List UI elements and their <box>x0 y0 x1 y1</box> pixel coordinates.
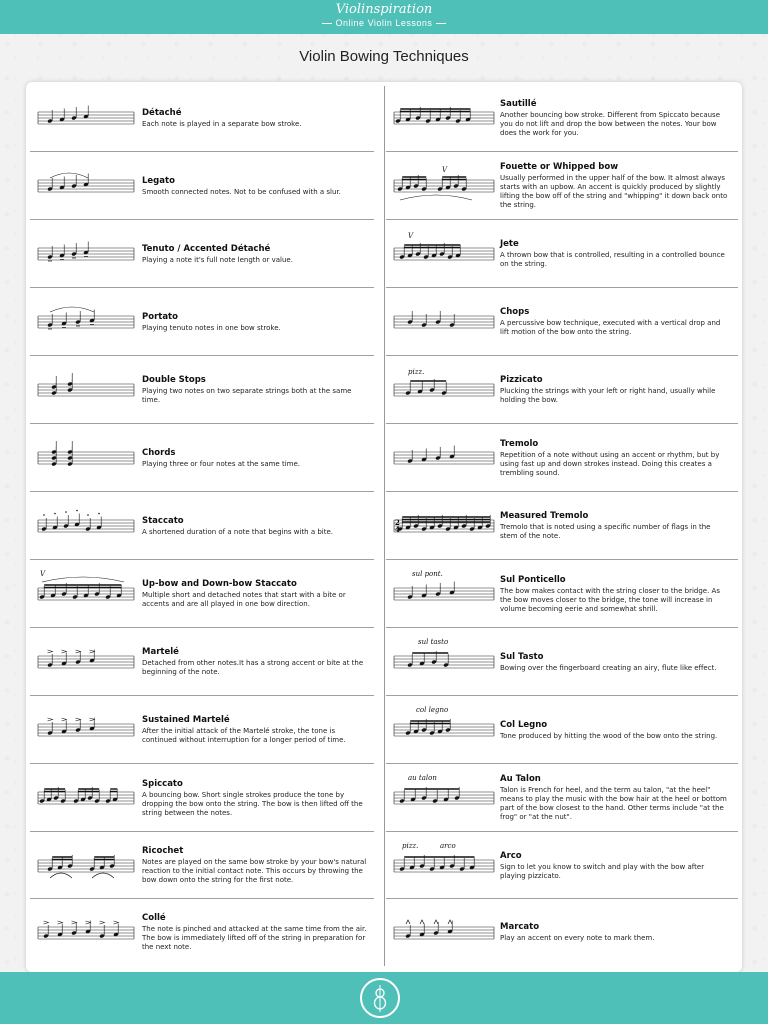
technique-description: Tremolo that is noted using a specific number of flags in the stem of the note. <box>500 523 711 540</box>
technique-description: A percussive bow technique, executed with a vertical drop and lift motion of the bow onto the string. <box>500 319 721 336</box>
violin-logo-icon[interactable] <box>360 978 400 1018</box>
music-notation-icon <box>36 636 136 692</box>
technique-description: The bow makes contact with the string closer to the bridge. As the bow moves closer to the bridge, the tone will increase in volume becoming eerie and somewhat shrill. <box>500 586 720 613</box>
technique-text <box>500 162 728 210</box>
technique-description: A thrown bow that is controlled, resulting in a controlled bounce on the string. <box>500 251 725 268</box>
technique-name: Chords <box>142 447 176 458</box>
technique-description: The note is pinched and attacked at the same time from the air. The bow is immediately lifted off of the string in preparation for the next note. <box>142 925 367 951</box>
music-notation-icon <box>392 772 496 828</box>
technique-description: Multiple short and detached notes that start with a bite or accents and are all played in one bow direction. <box>142 591 346 608</box>
notation-label: au talon <box>408 774 437 782</box>
technique-text <box>500 239 728 269</box>
notation-label: V <box>40 570 46 578</box>
notation-label: col legno <box>416 706 449 714</box>
technique-row <box>30 764 374 832</box>
technique-name: Portato <box>142 311 178 322</box>
technique-text <box>142 516 370 537</box>
technique-text <box>142 715 370 745</box>
technique-text <box>142 176 370 197</box>
technique-description: Playing a note it's full note length or value. <box>142 255 293 264</box>
technique-name: Martelé <box>142 647 179 657</box>
technique-row <box>30 628 374 696</box>
technique-name: Double Stops <box>142 375 206 385</box>
technique-row <box>30 696 374 764</box>
technique-text <box>142 913 370 952</box>
technique-row <box>386 492 738 560</box>
technique-text <box>500 439 728 478</box>
technique-row <box>386 424 738 492</box>
technique-row <box>386 628 738 696</box>
technique-description: Playing two notes on two separate strings both at the same time. <box>142 387 352 404</box>
technique-text <box>142 647 370 677</box>
technique-description: Playing tenuto notes in one bow stroke. <box>142 323 281 332</box>
technique-description: Tone produced by hitting the wood of the bow onto the string. <box>500 731 718 740</box>
technique-row <box>30 356 374 424</box>
technique-text <box>500 307 728 337</box>
music-notation-icon <box>36 772 136 828</box>
technique-text <box>142 779 370 818</box>
technique-description: Bowing over the fingerboard creating an airy, flute like effect. <box>500 663 717 672</box>
technique-row <box>30 899 374 966</box>
technique-description: Repetition of a note without using an accent or rhythm, but by using fast up and down strokes instead. Doing this creates a trembling sound. <box>500 450 720 477</box>
brand-logo[interactable]: Violinspiration <box>335 2 433 17</box>
technique-name: Spiccato <box>142 778 183 789</box>
music-notation-icon <box>36 500 136 556</box>
technique-description: Notes are played on the same bow stroke by your bow's natural reaction to the initial contact note. This occurs by throwing the bow down onto the string for the first note. <box>142 858 367 884</box>
technique-description: Talon is French for heel, and the term au talon, "at the heel" means to play the music with the bow hair at the heel or bottom part of the bow closest to the hand. Other terms include "at the frog" or "at the nut". <box>500 786 727 821</box>
technique-text <box>500 851 728 881</box>
technique-text <box>500 922 728 943</box>
technique-text <box>142 244 370 265</box>
music-notation-icon <box>392 160 496 216</box>
brand-subtitle: Online Violin Lessons <box>0 17 768 29</box>
technique-row <box>386 764 738 832</box>
technique-row <box>386 220 738 288</box>
technique-description: A bouncing bow. Short single strokes produce the tone by dropping the bow onto the string. The bow is then lifted off the string between the notes. <box>142 790 363 817</box>
technique-name: Collé <box>142 913 166 923</box>
technique-row <box>386 560 738 628</box>
technique-description: Playing three or four notes at the same time. <box>142 459 301 468</box>
technique-row <box>386 832 738 899</box>
technique-text <box>500 774 728 822</box>
technique-row <box>30 832 374 899</box>
technique-name: Legato <box>142 175 175 186</box>
music-notation-icon <box>392 704 496 760</box>
technique-row <box>386 152 738 220</box>
technique-name: Jete <box>500 239 519 249</box>
technique-row <box>30 84 374 152</box>
notation-label: pizz. <box>408 368 425 376</box>
notation-label: pizz. <box>402 841 419 850</box>
technique-name: Détaché <box>142 107 182 118</box>
music-notation-icon <box>392 364 496 420</box>
technique-description: After the initial attack of the Martelé stroke, the tone is continued without interruption for a longer period of time. <box>142 727 346 744</box>
technique-name: Fouette or Whipped bow <box>500 162 619 172</box>
notation-label: arco <box>440 841 456 850</box>
technique-row <box>386 288 738 356</box>
technique-text <box>500 720 728 741</box>
technique-description: Smooth connected notes. Not to be confused with a slur. <box>142 187 341 196</box>
technique-description: Usually performed in the upper half of the bow. It almost always starts with an upbow. An accent is quickly produced by slightly lifting the bow off of the string and "whipping" it down back onto the string. <box>500 174 728 209</box>
technique-row <box>386 356 738 424</box>
technique-name: Tenuto / Accented Détaché <box>142 243 271 254</box>
music-notation-icon <box>36 92 136 148</box>
page-title: Violin Bowing Techniques <box>299 48 469 65</box>
technique-row <box>30 560 374 628</box>
music-notation-icon <box>36 840 136 896</box>
music-notation-icon <box>36 432 136 488</box>
technique-text <box>500 511 728 541</box>
technique-text <box>142 448 370 469</box>
technique-name: Ricochet <box>142 846 184 856</box>
technique-description: Each note is played in a separate bow stroke. <box>142 119 302 128</box>
technique-text <box>500 575 728 614</box>
technique-text <box>142 312 370 333</box>
technique-text <box>142 579 370 609</box>
music-notation-icon <box>36 296 136 352</box>
technique-row <box>386 696 738 764</box>
technique-row <box>30 492 374 560</box>
technique-name: Tremolo <box>500 438 539 449</box>
technique-row <box>30 288 374 356</box>
header-bar <box>0 0 768 34</box>
technique-text <box>500 652 728 673</box>
music-notation-icon <box>392 568 496 624</box>
technique-row <box>30 220 374 288</box>
music-notation-icon <box>392 92 496 148</box>
music-notation-icon <box>36 704 136 760</box>
technique-name: Arco <box>500 850 522 861</box>
left-column <box>30 84 374 966</box>
music-notation-icon <box>392 840 496 896</box>
technique-description: Detached from other notes.It has a strong accent or bite at the beginning of the note. <box>142 659 364 676</box>
music-notation-icon <box>392 500 496 556</box>
technique-description: Plucking the strings with your left or right hand, usually while holding the bow. <box>500 387 716 404</box>
technique-row <box>386 899 738 966</box>
technique-description: A shortened duration of a note that begins with a bite. <box>142 527 334 536</box>
technique-name: Measured Tremolo <box>500 511 589 521</box>
music-notation-icon <box>36 160 136 216</box>
technique-name: Sustained Martelé <box>142 715 230 725</box>
technique-name: Pizzicato <box>500 375 543 385</box>
technique-text <box>500 375 728 405</box>
technique-text <box>142 108 370 129</box>
technique-description: Play an accent on every note to mark them. <box>500 934 655 942</box>
music-notation-icon <box>392 432 496 488</box>
technique-text <box>142 846 370 885</box>
right-column <box>386 84 738 966</box>
technique-name: Sul Tasto <box>500 651 544 662</box>
technique-text <box>500 99 728 138</box>
technique-text <box>142 375 370 405</box>
music-notation-icon <box>392 636 496 692</box>
technique-name: Chops <box>500 307 530 317</box>
music-notation-icon <box>392 228 496 284</box>
music-notation-icon <box>36 364 136 420</box>
technique-row <box>386 84 738 152</box>
technique-row <box>30 152 374 220</box>
music-notation-icon <box>36 907 136 963</box>
music-notation-icon <box>392 907 496 963</box>
technique-name: Staccato <box>142 515 184 526</box>
technique-row <box>30 424 374 492</box>
technique-name: Au Talon <box>500 774 541 784</box>
technique-name: Up-bow and Down-bow Staccato <box>142 579 297 589</box>
technique-description: Another bouncing bow stroke. Different from Spiccato because you do not lift and drop the bow between the notes. Your bow does the work for you. <box>500 110 720 137</box>
technique-name: Col Legno <box>500 719 548 730</box>
notation-label: sul tasto <box>418 638 449 646</box>
notation-label: V <box>408 232 414 240</box>
technique-name: Marcato <box>500 922 540 932</box>
technique-name: Sautillé <box>500 98 537 109</box>
technique-name: Sul Ponticello <box>500 574 566 585</box>
notation-label: sul pont. <box>412 570 443 578</box>
footer-bar <box>0 972 768 1024</box>
meter-bottom: 4 <box>395 525 400 534</box>
column-divider <box>384 86 385 966</box>
notation-label: V <box>442 166 448 174</box>
meter-top: 2 <box>395 518 400 527</box>
music-notation-icon <box>36 228 136 284</box>
music-notation-icon <box>36 568 136 624</box>
technique-description: Sign to let you know to switch and play with the bow after playing pizzicato. <box>500 862 705 880</box>
music-notation-icon <box>392 296 496 352</box>
